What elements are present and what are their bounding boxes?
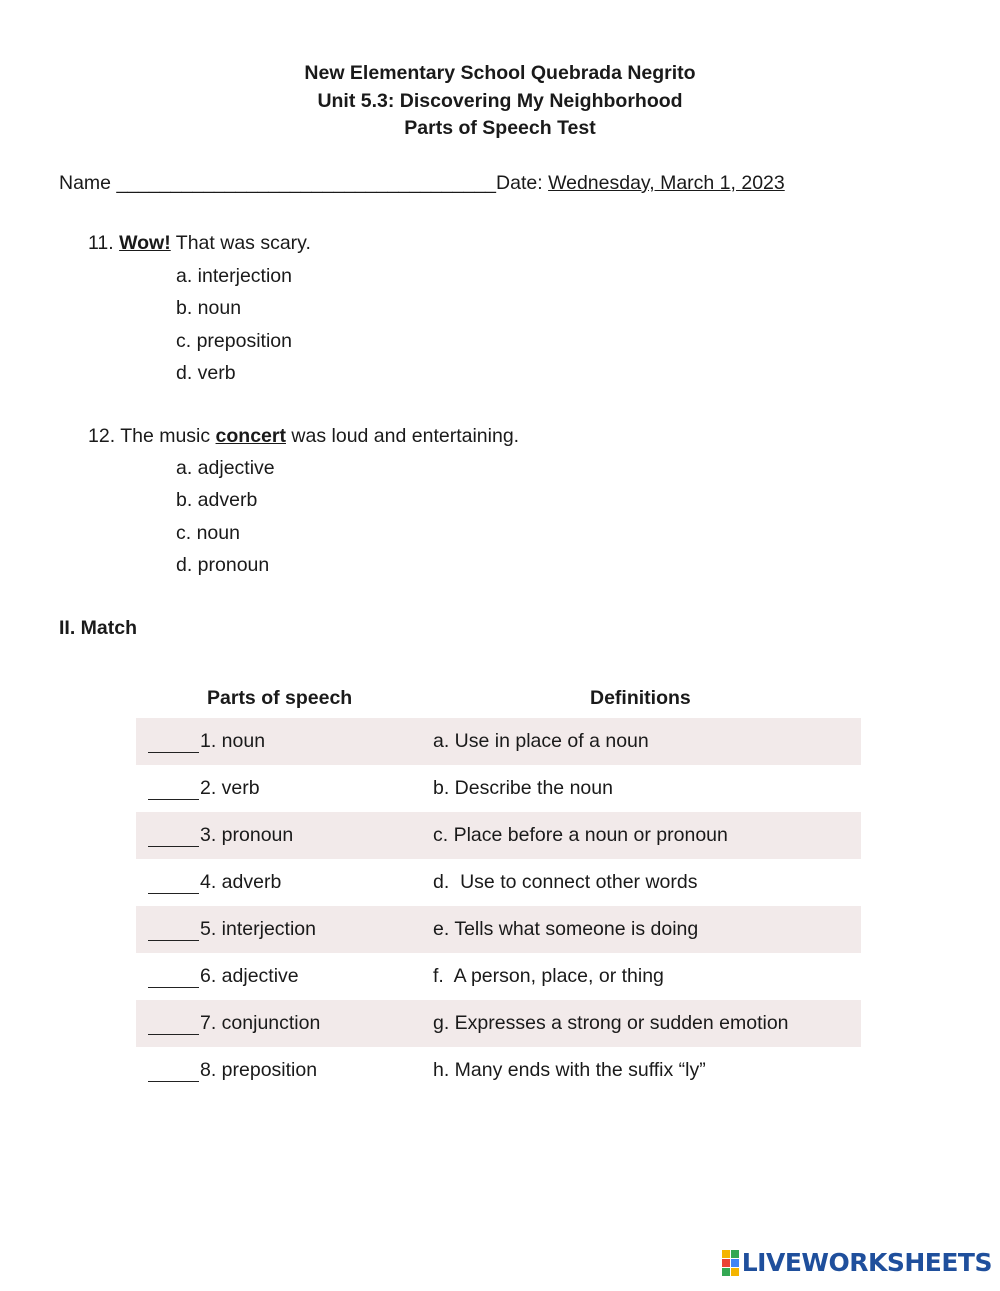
term: 8. preposition [200,1059,318,1081]
table-row [136,953,861,1000]
answer-blank[interactable] [148,1015,199,1035]
definition: d. Use to connect other words [433,871,698,893]
term: 4. adverb [200,871,282,893]
name-date-row [59,172,785,195]
column-header-definitions: Definitions [590,687,691,709]
answer-blank[interactable] [148,921,199,941]
term: 3. pronoun [200,824,294,846]
question-number: 12. [88,425,116,447]
question-11 [88,232,311,255]
table-row [136,859,861,906]
logo-text: LIVEWORKSHEETS [741,1248,992,1277]
liveworksheets-cube-icon [722,1250,739,1276]
table-row [136,718,861,765]
table-row [136,765,861,812]
definition: b. Describe the noun [433,777,613,799]
table-row [136,906,861,953]
answer-option[interactable]: c. noun [176,521,240,544]
question-text: That was scary. [170,232,311,254]
answer-option[interactable]: d. verb [176,361,236,384]
unit-title: Unit 5.3: Discovering My Neighborhood [317,89,683,112]
question-11-options [176,265,292,394]
answer-blank[interactable] [148,733,199,753]
date-value: Wednesday, March 1, 2023 [548,172,785,194]
answer-blank[interactable] [148,968,199,988]
term: 1. noun [200,730,266,752]
date-label: Date: [496,172,543,194]
answer-option[interactable]: c. preposition [176,329,292,352]
match-table [136,718,861,1094]
answer-blank[interactable] [148,827,199,847]
term: 7. conjunction [200,1012,321,1034]
worksheet-header [0,60,1000,143]
term: 5. interjection [200,918,316,940]
definition: e. Tells what someone is doing [433,918,699,940]
answer-option[interactable]: b. noun [176,297,242,320]
table-row [136,1047,861,1094]
question-12-options [176,457,275,586]
term: 6. adjective [200,965,299,987]
question-text: was loud and entertaining. [286,425,520,447]
name-field[interactable]: ___________________________________ [116,172,497,194]
answer-blank[interactable] [148,874,199,894]
answer-blank[interactable] [148,1062,199,1082]
term: 2. verb [200,777,260,799]
test-title: Parts of Speech Test [404,117,596,139]
answer-blank[interactable] [148,780,199,800]
section-title-match: II. Match [59,617,138,639]
question-keyword: Wow! [119,232,171,254]
definition: h. Many ends with the suffix “ly” [433,1059,706,1081]
question-12 [88,425,519,448]
answer-option[interactable]: a. adjective [176,457,275,479]
answer-option[interactable]: d. pronoun [176,553,270,576]
definition: a. Use in place of a noun [433,730,649,752]
liveworksheets-logo [722,1248,992,1277]
name-label: Name [59,172,112,194]
question-text-before: The music [120,425,216,447]
definition: f. A person, place, or thing [433,965,664,987]
answer-option[interactable]: a. interjection [176,265,292,287]
definition: c. Place before a noun or pronoun [433,824,728,846]
school-name: New Elementary School Quebrada Negrito [304,62,696,84]
definition: g. Expresses a strong or sudden emotion [433,1012,789,1034]
column-header-parts-of-speech: Parts of speech [207,687,353,709]
answer-option[interactable]: b. adverb [176,489,258,512]
question-number: 11. [88,232,114,254]
question-keyword: concert [215,425,286,447]
table-row [136,1000,861,1047]
table-row [136,812,861,859]
